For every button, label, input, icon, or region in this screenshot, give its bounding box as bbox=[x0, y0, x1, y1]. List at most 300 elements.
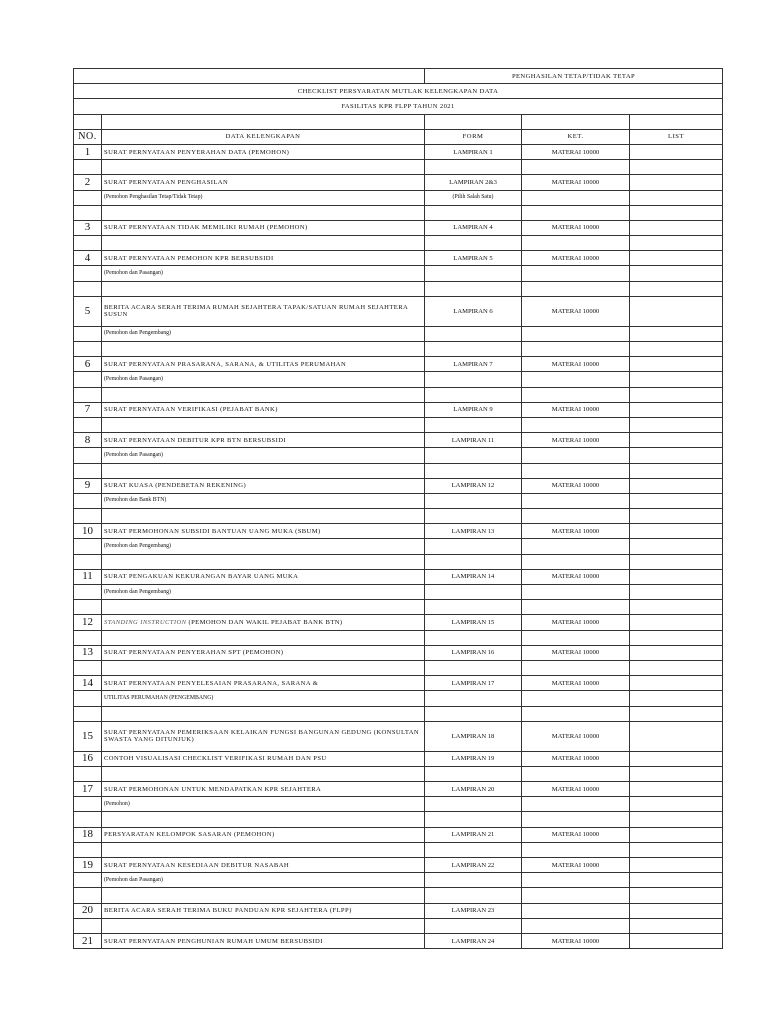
blank-cell bbox=[522, 387, 630, 402]
col-header-data: DATA KELENGKAPAN bbox=[102, 129, 425, 144]
income-type-label: PENGHASILAN TETAP/TIDAK TETAP bbox=[425, 69, 723, 84]
row-number: 15 bbox=[74, 721, 102, 751]
row-ket-empty bbox=[522, 266, 630, 281]
row-number-empty bbox=[74, 372, 102, 387]
row-ket-empty bbox=[522, 539, 630, 554]
blank-cell bbox=[102, 205, 425, 220]
table-row bbox=[74, 220, 723, 235]
blank-cell bbox=[425, 630, 522, 645]
table-blank-row bbox=[74, 660, 723, 675]
table-row bbox=[74, 903, 723, 918]
blank-cell bbox=[425, 387, 522, 402]
row-description: SURAT PERNYATAAN DEBITUR KPR BTN BERSUBSIDI bbox=[102, 433, 425, 448]
blank-cell bbox=[425, 842, 522, 857]
table-row bbox=[74, 615, 723, 630]
row-list-checkbox bbox=[630, 478, 723, 493]
blank-cell bbox=[74, 160, 102, 175]
row-number-empty bbox=[74, 448, 102, 463]
row-number: 13 bbox=[74, 645, 102, 660]
row-list-checkbox bbox=[630, 569, 723, 584]
row-ket: MATERAI 10000 bbox=[522, 751, 630, 766]
blank-cell bbox=[425, 918, 522, 933]
table-row bbox=[74, 751, 723, 766]
row-number-empty bbox=[74, 190, 102, 205]
row-ket: MATERAI 10000 bbox=[522, 220, 630, 235]
row-ket-empty bbox=[522, 493, 630, 508]
row-list-checkbox bbox=[630, 827, 723, 842]
blank-cell bbox=[630, 888, 723, 903]
table-blank-row bbox=[74, 600, 723, 615]
row-list-checkbox bbox=[630, 175, 723, 190]
blank-cell bbox=[630, 281, 723, 296]
blank-cell bbox=[425, 417, 522, 432]
blank-cell bbox=[74, 554, 102, 569]
blank-cell bbox=[630, 342, 723, 357]
blank-cell bbox=[522, 766, 630, 781]
table-row bbox=[74, 433, 723, 448]
row-form: LAMPIRAN 7 bbox=[425, 357, 522, 372]
blank-cell bbox=[630, 766, 723, 781]
checklist-sheet bbox=[73, 68, 722, 949]
blank-cell bbox=[74, 888, 102, 903]
blank-cell bbox=[74, 205, 102, 220]
table-subrow bbox=[74, 190, 723, 205]
row-ket: MATERAI 10000 bbox=[522, 645, 630, 660]
blank-cell bbox=[102, 918, 425, 933]
table-blank-row bbox=[74, 463, 723, 478]
row-list-empty bbox=[630, 190, 723, 205]
row-list-checkbox bbox=[630, 433, 723, 448]
table-blank-row bbox=[74, 888, 723, 903]
blank-cell bbox=[630, 918, 723, 933]
row-description: SURAT PERNYATAAN TIDAK MEMILIKI RUMAH (PEMOHON) bbox=[102, 220, 425, 235]
row-subtext: (Pemohon dan Pasangan) bbox=[102, 873, 425, 888]
row-list-checkbox bbox=[630, 782, 723, 797]
row-list-empty bbox=[630, 691, 723, 706]
col-header-no: NO. bbox=[74, 129, 102, 144]
row-subtext: (Pemohon dan Pengembang) bbox=[102, 539, 425, 554]
blank-cell bbox=[425, 205, 522, 220]
row-form: LAMPIRAN 20 bbox=[425, 782, 522, 797]
row-subtext: (Pemohon Penghasilan Tetap/Tidak Tetap) bbox=[102, 190, 425, 205]
blank-cell bbox=[630, 417, 723, 432]
blank-cell bbox=[102, 417, 425, 432]
blank-cell bbox=[522, 554, 630, 569]
row-form: LAMPIRAN 22 bbox=[425, 858, 522, 873]
row-ket: MATERAI 10000 bbox=[522, 827, 630, 842]
row-description: SURAT PERNYATAAN PEMERIKSAAN KELAIKAN FUNGSI BANGUNAN GEDUNG (KONSULTAN SWASTA YANG DITUNJUK) bbox=[102, 721, 425, 751]
row-form-note bbox=[425, 539, 522, 554]
blank-cell bbox=[102, 236, 425, 251]
row-description: SURAT KUASA (PENDEBETAN REKENING) bbox=[102, 478, 425, 493]
row-ket-empty bbox=[522, 797, 630, 812]
row-list-checkbox bbox=[630, 402, 723, 417]
blank-cell bbox=[74, 281, 102, 296]
table-row bbox=[74, 827, 723, 842]
table-subrow bbox=[74, 493, 723, 508]
blank-cell bbox=[630, 812, 723, 827]
row-number-empty bbox=[74, 493, 102, 508]
row-form: LAMPIRAN 11 bbox=[425, 433, 522, 448]
table-subrow bbox=[74, 372, 723, 387]
row-description: SURAT PERNYATAAN PENGHASILAN bbox=[102, 175, 425, 190]
row-number: 1 bbox=[74, 144, 102, 159]
blank-cell bbox=[425, 509, 522, 524]
blank-cell bbox=[425, 463, 522, 478]
blank-cell bbox=[425, 766, 522, 781]
blank-cell bbox=[630, 706, 723, 721]
row-ket: MATERAI 10000 bbox=[522, 615, 630, 630]
row-number: 8 bbox=[74, 433, 102, 448]
row-number: 5 bbox=[74, 296, 102, 326]
row-number-empty bbox=[74, 873, 102, 888]
blank-cell bbox=[630, 554, 723, 569]
blank-cell bbox=[425, 660, 522, 675]
row-form-note bbox=[425, 372, 522, 387]
row-list-checkbox bbox=[630, 144, 723, 159]
table-row bbox=[74, 676, 723, 691]
blank-cell bbox=[425, 160, 522, 175]
col-header-ket: KET. bbox=[522, 129, 630, 144]
row-number: 11 bbox=[74, 569, 102, 584]
row-subtext: (Pemohon dan Pengembang) bbox=[102, 326, 425, 341]
blank-cell bbox=[630, 600, 723, 615]
row-ket-empty bbox=[522, 372, 630, 387]
blank-cell bbox=[74, 766, 102, 781]
blank-cell bbox=[522, 417, 630, 432]
row-ket: MATERAI 10000 bbox=[522, 175, 630, 190]
row-description: SURAT PERNYATAAN PRASARANA, SARANA, & UTILITAS PERUMAHAN bbox=[102, 357, 425, 372]
table-blank-row bbox=[74, 554, 723, 569]
row-number: 21 bbox=[74, 933, 102, 948]
row-list-checkbox bbox=[630, 858, 723, 873]
row-form: LAMPIRAN 16 bbox=[425, 645, 522, 660]
blank-cell bbox=[425, 812, 522, 827]
row-ket-empty bbox=[522, 585, 630, 600]
blank-cell bbox=[425, 554, 522, 569]
blank-cell bbox=[522, 706, 630, 721]
blank-cell bbox=[102, 463, 425, 478]
table-row bbox=[74, 296, 723, 326]
row-list-checkbox bbox=[630, 251, 723, 266]
row-description: SURAT PENGAKUAN KEKURANGAN BAYAR UANG MUKA bbox=[102, 569, 425, 584]
blank-cell bbox=[425, 600, 522, 615]
blank-cell bbox=[425, 281, 522, 296]
row-list-empty bbox=[630, 797, 723, 812]
table-blank-row bbox=[74, 417, 723, 432]
spacer-cell bbox=[74, 114, 102, 129]
blank-cell bbox=[425, 342, 522, 357]
blank-cell bbox=[74, 463, 102, 478]
blank-cell bbox=[74, 812, 102, 827]
blank-cell bbox=[630, 160, 723, 175]
row-list-empty bbox=[630, 539, 723, 554]
row-subtext: (Pemohon dan Pengembang) bbox=[102, 585, 425, 600]
blank-cell bbox=[74, 387, 102, 402]
table-blank-row bbox=[74, 842, 723, 857]
table-blank-row bbox=[74, 387, 723, 402]
blank-cell bbox=[102, 842, 425, 857]
blank-cell bbox=[102, 812, 425, 827]
blank-cell bbox=[102, 766, 425, 781]
row-list-checkbox bbox=[630, 721, 723, 751]
row-ket: MATERAI 10000 bbox=[522, 296, 630, 326]
table-blank-row bbox=[74, 342, 723, 357]
blank-cell bbox=[102, 160, 425, 175]
table-row bbox=[74, 721, 723, 751]
row-subtext: (Pemohon dan Pasangan) bbox=[102, 448, 425, 463]
row-ket: MATERAI 10000 bbox=[522, 251, 630, 266]
row-description: SURAT PERNYATAAN PENYERAHAN DATA (PEMOHON) bbox=[102, 144, 425, 159]
blank-cell bbox=[522, 812, 630, 827]
row-number: 10 bbox=[74, 524, 102, 539]
row-ket: MATERAI 10000 bbox=[522, 858, 630, 873]
row-form: LAMPIRAN 4 bbox=[425, 220, 522, 235]
spacer-cell bbox=[630, 114, 723, 129]
row-number-empty bbox=[74, 797, 102, 812]
table-row bbox=[74, 402, 723, 417]
table-subrow bbox=[74, 266, 723, 281]
blank-cell bbox=[74, 236, 102, 251]
page-title: CHECKLIST PERSYARATAN MUTLAK KELENGKAPAN DATA bbox=[74, 84, 723, 99]
row-form: LAMPIRAN 5 bbox=[425, 251, 522, 266]
row-description: SURAT PERNYATAAN PENGHUNIAN RUMAH UMUM BERSUBSIDI bbox=[102, 933, 425, 948]
row-number: 12 bbox=[74, 615, 102, 630]
blank-cell bbox=[522, 342, 630, 357]
blank-cell bbox=[522, 842, 630, 857]
table-blank-row bbox=[74, 281, 723, 296]
italic-prefix: STANDING INSTRUCTION bbox=[104, 618, 187, 626]
blank-cell bbox=[74, 509, 102, 524]
row-subtext: UTILITAS PERUMAHAN (PENGEMBANG) bbox=[102, 691, 425, 706]
row-description: PERSYARATAN KELOMPOK SASARAN (PEMOHON) bbox=[102, 827, 425, 842]
row-form: LAMPIRAN 1 bbox=[425, 144, 522, 159]
blank-cell bbox=[74, 706, 102, 721]
row-form: LAMPIRAN 9 bbox=[425, 402, 522, 417]
row-description: SURAT PERNYATAAN VERIFIKASI (PEJABAT BANK) bbox=[102, 402, 425, 417]
row-form-note bbox=[425, 493, 522, 508]
col-header-list: LIST bbox=[630, 129, 723, 144]
row-ket: MATERAI 10000 bbox=[522, 524, 630, 539]
row-ket-empty bbox=[522, 448, 630, 463]
blank-cell bbox=[522, 630, 630, 645]
blank-cell bbox=[630, 660, 723, 675]
blank-cell bbox=[522, 236, 630, 251]
row-number: 9 bbox=[74, 478, 102, 493]
row-subtext: (Pemohon dan Bank BTN) bbox=[102, 493, 425, 508]
row-ket: MATERAI 10000 bbox=[522, 402, 630, 417]
row-description bbox=[102, 615, 425, 630]
blank-cell bbox=[630, 842, 723, 857]
row-subtext: (Pemohon dan Pasangan) bbox=[102, 266, 425, 281]
blank-cell bbox=[522, 509, 630, 524]
blank-cell bbox=[522, 888, 630, 903]
row-ket: MATERAI 10000 bbox=[522, 357, 630, 372]
table-row bbox=[74, 478, 723, 493]
row-form: LAMPIRAN 15 bbox=[425, 615, 522, 630]
row-form: LAMPIRAN 18 bbox=[425, 721, 522, 751]
row-list-empty bbox=[630, 372, 723, 387]
row-subtext: (Pemohon dan Pasangan) bbox=[102, 372, 425, 387]
row-subtext: (Pemohon) bbox=[102, 797, 425, 812]
table-row bbox=[74, 782, 723, 797]
row-list-empty bbox=[630, 873, 723, 888]
table-blank-row bbox=[74, 160, 723, 175]
row-ket-empty bbox=[522, 190, 630, 205]
blank-cell bbox=[102, 387, 425, 402]
row-ket: MATERAI 10000 bbox=[522, 676, 630, 691]
row-list-checkbox bbox=[630, 220, 723, 235]
row-list-checkbox bbox=[630, 751, 723, 766]
blank-cell bbox=[74, 660, 102, 675]
row-ket bbox=[522, 903, 630, 918]
checklist-table bbox=[73, 68, 723, 949]
row-list-checkbox bbox=[630, 933, 723, 948]
row-description: BERITA ACARA SERAH TERIMA RUMAH SEJAHTERA TAPAK/SATUAN RUMAH SEJAHTERA SUSUN bbox=[102, 296, 425, 326]
row-ket-empty bbox=[522, 873, 630, 888]
table-row bbox=[74, 569, 723, 584]
table-row bbox=[74, 933, 723, 948]
row-list-checkbox bbox=[630, 676, 723, 691]
row-number: 7 bbox=[74, 402, 102, 417]
blank-cell bbox=[74, 600, 102, 615]
row-number: 20 bbox=[74, 903, 102, 918]
row-description: SURAT PERMOHONAN SUBSIDI BANTUAN UANG MUKA (SBUM) bbox=[102, 524, 425, 539]
blank-cell bbox=[522, 463, 630, 478]
row-number-empty bbox=[74, 585, 102, 600]
row-description: CONTOH VISUALISASI CHECKLIST VERIFIKASI RUMAH DAN PSU bbox=[102, 751, 425, 766]
row-ket: MATERAI 10000 bbox=[522, 782, 630, 797]
table-subrow bbox=[74, 448, 723, 463]
blank-cell bbox=[522, 160, 630, 175]
row-number-empty bbox=[74, 266, 102, 281]
table-blank-row bbox=[74, 509, 723, 524]
blank-cell bbox=[74, 842, 102, 857]
row-number: 2 bbox=[74, 175, 102, 190]
spacer-cell bbox=[425, 114, 522, 129]
table-blank-row bbox=[74, 918, 723, 933]
row-form-note bbox=[425, 797, 522, 812]
row-form-note bbox=[425, 448, 522, 463]
table-subrow bbox=[74, 539, 723, 554]
row-list-empty bbox=[630, 266, 723, 281]
row-number: 6 bbox=[74, 357, 102, 372]
row-list-empty bbox=[630, 493, 723, 508]
description-text: (PEMOHON DAN WAKIL PEJABAT BANK BTN) bbox=[186, 618, 343, 626]
blank-cell bbox=[630, 630, 723, 645]
row-number-empty bbox=[74, 539, 102, 554]
table-subrow bbox=[74, 691, 723, 706]
row-form: LAMPIRAN 12 bbox=[425, 478, 522, 493]
table-subrow bbox=[74, 797, 723, 812]
row-form-note bbox=[425, 266, 522, 281]
blank-cell bbox=[102, 342, 425, 357]
row-form: LAMPIRAN 2&3 bbox=[425, 175, 522, 190]
table-blank-row bbox=[74, 205, 723, 220]
table-subrow bbox=[74, 873, 723, 888]
row-number: 14 bbox=[74, 676, 102, 691]
row-list-checkbox bbox=[630, 645, 723, 660]
table-row bbox=[74, 251, 723, 266]
row-list-checkbox bbox=[630, 903, 723, 918]
blank-cell bbox=[522, 660, 630, 675]
row-form: LAMPIRAN 21 bbox=[425, 827, 522, 842]
row-form: LAMPIRAN 19 bbox=[425, 751, 522, 766]
table-blank-row bbox=[74, 236, 723, 251]
table-blank-row bbox=[74, 766, 723, 781]
table-row bbox=[74, 357, 723, 372]
row-number: 16 bbox=[74, 751, 102, 766]
blank-cell bbox=[102, 281, 425, 296]
spacer-cell bbox=[522, 114, 630, 129]
row-number-empty bbox=[74, 326, 102, 341]
table-blank-row bbox=[74, 630, 723, 645]
row-form: LAMPIRAN 6 bbox=[425, 296, 522, 326]
blank-cell bbox=[630, 236, 723, 251]
blank-cell bbox=[102, 509, 425, 524]
row-list-checkbox bbox=[630, 296, 723, 326]
table-row bbox=[74, 175, 723, 190]
spacer-cell bbox=[102, 114, 425, 129]
row-list-empty bbox=[630, 585, 723, 600]
blank-cell bbox=[102, 706, 425, 721]
blank-cell bbox=[102, 630, 425, 645]
header-left-blank bbox=[74, 69, 425, 84]
row-form: LAMPIRAN 13 bbox=[425, 524, 522, 539]
table-blank-row bbox=[74, 706, 723, 721]
table-row bbox=[74, 524, 723, 539]
row-description: SURAT PERMOHONAN UNTUK MENDAPATKAN KPR SEJAHTERA bbox=[102, 782, 425, 797]
row-list-checkbox bbox=[630, 615, 723, 630]
row-ket-empty bbox=[522, 691, 630, 706]
row-form: LAMPIRAN 14 bbox=[425, 569, 522, 584]
blank-cell bbox=[522, 918, 630, 933]
row-form-note: (Pilih Salah Satu) bbox=[425, 190, 522, 205]
row-ket: MATERAI 10000 bbox=[522, 933, 630, 948]
blank-cell bbox=[425, 888, 522, 903]
blank-cell bbox=[630, 205, 723, 220]
row-ket: MATERAI 10000 bbox=[522, 478, 630, 493]
blank-cell bbox=[630, 509, 723, 524]
row-number: 18 bbox=[74, 827, 102, 842]
row-form: LAMPIRAN 24 bbox=[425, 933, 522, 948]
table-subrow bbox=[74, 326, 723, 341]
row-list-empty bbox=[630, 448, 723, 463]
row-number: 3 bbox=[74, 220, 102, 235]
blank-cell bbox=[630, 463, 723, 478]
row-ket-empty bbox=[522, 326, 630, 341]
row-list-checkbox bbox=[630, 524, 723, 539]
blank-cell bbox=[102, 888, 425, 903]
col-header-form: FORM bbox=[425, 129, 522, 144]
row-number-empty bbox=[74, 691, 102, 706]
blank-cell bbox=[630, 387, 723, 402]
row-description: SURAT PERNYATAAN KESEDIAAN DEBITUR NASABAH bbox=[102, 858, 425, 873]
row-ket: MATERAI 10000 bbox=[522, 569, 630, 584]
row-ket: MATERAI 10000 bbox=[522, 721, 630, 751]
blank-cell bbox=[102, 660, 425, 675]
row-number: 4 bbox=[74, 251, 102, 266]
blank-cell bbox=[522, 205, 630, 220]
blank-cell bbox=[425, 236, 522, 251]
table-row bbox=[74, 858, 723, 873]
table-row bbox=[74, 144, 723, 159]
row-ket: MATERAI 10000 bbox=[522, 433, 630, 448]
row-number: 17 bbox=[74, 782, 102, 797]
row-form-note bbox=[425, 585, 522, 600]
blank-cell bbox=[522, 600, 630, 615]
table-subrow bbox=[74, 585, 723, 600]
